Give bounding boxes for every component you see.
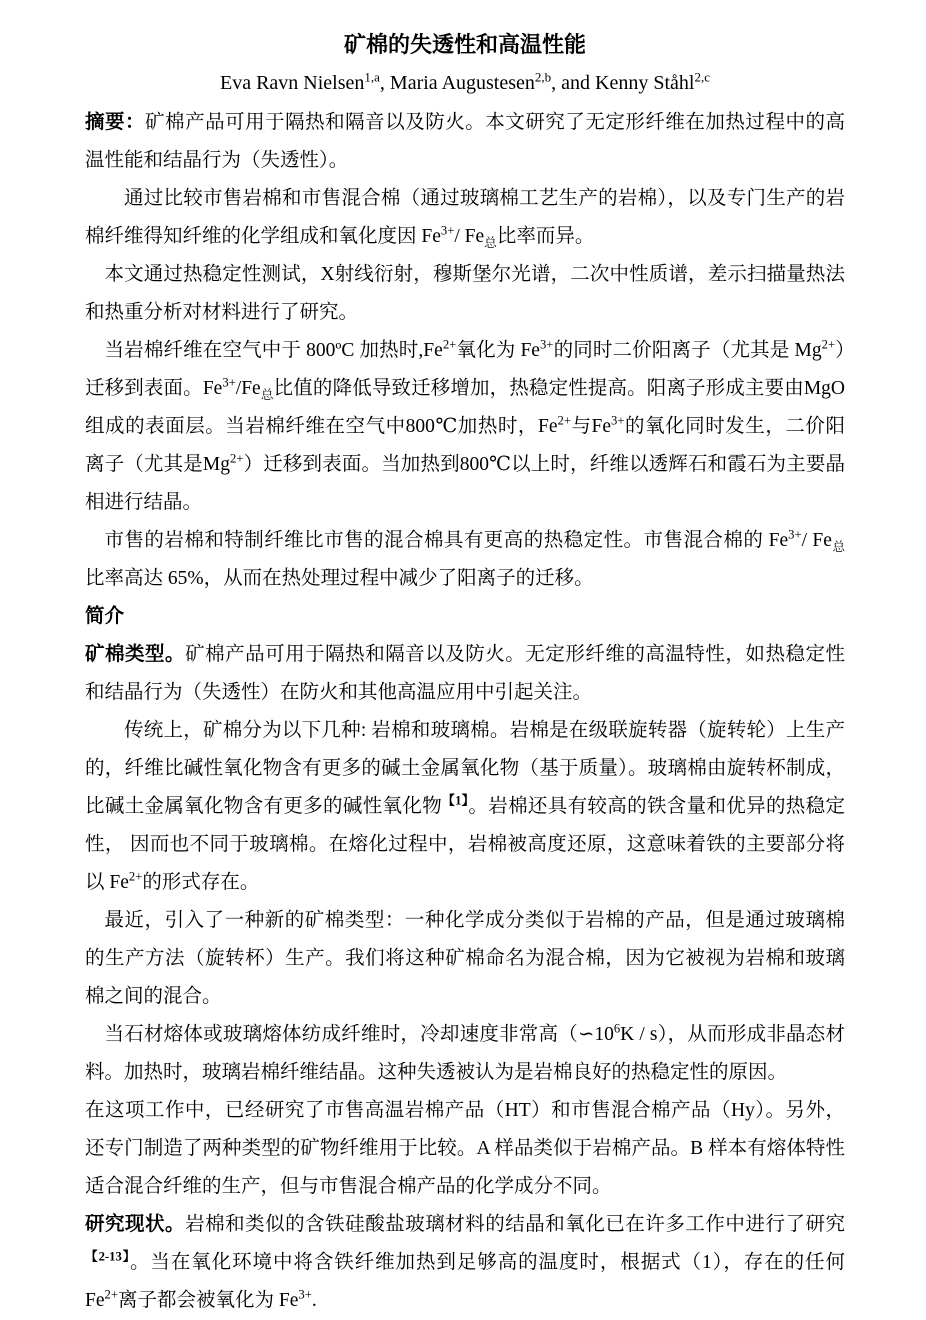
text-run: 2,b (534, 69, 552, 85)
text-run: 的形式存在。 (142, 872, 260, 893)
text-run: 比率高达 65%，从而在热处理过程中减少了阳离子的迁移。 (85, 568, 594, 589)
paragraph (85, 256, 845, 332)
text-run: 摘要： (85, 112, 146, 133)
text-run: 2+ (128, 869, 143, 884)
text-run: 总 (484, 235, 497, 250)
authors-line (85, 68, 845, 98)
text-run: 2+ (229, 451, 244, 466)
text-run: 3+ (539, 337, 554, 352)
text-run: 市售的岩棉和特制纤维比市售的混合棉具有更高的热稳定性。市售混合棉的 Fe (104, 530, 789, 551)
paragraph (85, 902, 845, 1016)
text-run: , Maria Augustesen (379, 72, 535, 94)
text-run: , and Kenny Ståhl (551, 72, 695, 94)
text-run: 的氧化同时发生，二价阳离子（尤其是Mg (85, 416, 845, 475)
text-run: Eva Ravn Nielsen (219, 72, 365, 94)
text-run: 与Fe (570, 416, 612, 437)
text-run: 简介 (85, 606, 125, 627)
text-run: 在这项工作中，已经研究了市售高温岩棉产品（HT）和市售混合棉产品（Hy）。另外， 还专门制造了两种类型的矿物纤维用于比较。A 样品类似于岩棉产品。B 样本有熔体特性适合混合纤维的生产，但与市售混合棉产品的化学成分不同。 (85, 1100, 845, 1197)
paragraph (85, 104, 845, 180)
text-run: 通过比较市售岩棉和市售混合棉（通过玻璃棉工艺生产的岩棉），以及专门生产的岩棉纤维得知纤维的化学组成和氧化度因 Fe (85, 188, 845, 247)
text-run: 当岩棉纤维在空气中于 800ºC 加热时,Fe (104, 340, 443, 361)
text-run: 【2-13】 (85, 1249, 130, 1264)
text-run: 本文通过热稳定性测试，X射线衍射，穆斯堡尔光谱，二次中性质谱，差示扫描量热法和热重分析对材料进行了研究。 (85, 264, 845, 323)
paragraph (85, 1206, 845, 1320)
paragraph (85, 712, 845, 902)
text-run: / Fe (801, 530, 832, 551)
text-run: 2+ (557, 413, 571, 428)
text-run: 3+ (611, 413, 625, 428)
text-run: 【1】 (442, 793, 469, 808)
text-run: 的同时二价阳离子（尤其是 Mg (553, 340, 822, 361)
text-run: 3+ (298, 1287, 312, 1302)
text-run: 离子都会被氧化为 Fe (117, 1290, 299, 1311)
text-run: 当石材熔体或玻璃熔体纺成纤维时，冷却速度非常高（∽10 (104, 1024, 614, 1045)
paragraph (85, 636, 845, 712)
text-run: 3+ (440, 223, 455, 238)
text-run: 3+ (222, 375, 236, 390)
text-run: 矿棉类型。 (85, 644, 186, 665)
text-run: 3+ (788, 527, 802, 542)
text-run: 2+ (104, 1287, 118, 1302)
document-title: 矿棉的失透性和高温性能 (343, 32, 586, 57)
text-run: 氧化为 Fe (456, 340, 540, 361)
text-run: ）迁移到表面。当加热到800℃以上时，纤维以透辉石和霞石为主要晶相进行结晶。 (85, 454, 845, 513)
document-body (85, 104, 845, 1320)
text-run: 研究现状。 (85, 1214, 186, 1235)
paragraph (85, 1092, 845, 1206)
paragraph (85, 180, 845, 256)
text-run: / Fe (454, 226, 485, 247)
text-run: ）迁移到表面。Fe (85, 340, 845, 399)
text-run: 矿棉产品可用于隔热和隔音以及防火。本文研究了无定形纤维在加热过程中的高温性能和结晶行为（失透性）。 (85, 112, 845, 171)
text-run: 最近，引入了一种新的矿棉类型：一种化学成分类似于岩棉的产品，但是通过玻璃棉的生产方法（旋转杯）生产。我们将这种矿棉命名为混合棉，因为它被视为岩棉和玻璃棉之间的混合。 (85, 910, 845, 1007)
text-run: 1,a (364, 69, 380, 85)
paragraph (85, 332, 845, 522)
text-run: 2+ (821, 337, 836, 352)
text-run: . (311, 1290, 317, 1311)
text-run: 传统上，矿棉分为以下几种: 岩棉和玻璃棉。岩棉是在级联旋转器（旋转轮）上生产的，纤维比碱性氧化物含有更多的碱土金属氧化物（基于质量）。玻璃棉由旋转杯制成，比碱土金属氧化物含有更多的碱性氧化物 (85, 720, 845, 817)
text-run: /Fe (235, 378, 261, 399)
text-run: 。岩棉还具有较高的铁含量和优异的热稳定性， 因而也不同于玻璃棉。在熔化过程中，岩棉被高度还原，这意味着铁的主要部分将以 Fe (85, 796, 845, 893)
text-run: 总 (831, 539, 845, 554)
text-run: 。当在氧化环境中将含铁纤维加热到足够高的温度时，根据式（1），存在的任何 Fe (85, 1252, 845, 1311)
text-run: 总 (260, 387, 274, 402)
section-heading (85, 598, 845, 636)
text-run: 矿棉产品可用于隔热和隔音以及防火。无定形纤维的高温特性，如热稳定性和结晶行为（失透性）在防火和其他高温应用中引起关注。 (85, 644, 845, 703)
text-run: 比值的降低导致迁移增加，热稳定性提高。阳离子形成主要由MgO 组成的表面层。当岩棉纤维在空气中800℃加热时，Fe (85, 378, 846, 437)
text-run: 岩棉和类似的含铁硅酸盐玻璃材料的结晶和氧化已在许多工作中进行了研究 (185, 1214, 845, 1235)
paragraph (85, 1016, 845, 1092)
text-run: 2+ (442, 337, 457, 352)
paragraph (85, 522, 845, 598)
text-run: 比率而异。 (496, 226, 595, 247)
text-run: 2,c (694, 69, 710, 85)
text-run: K / s），从而形成非晶态材料。加热时，玻璃岩棉纤维结晶。这种失透被认为是岩棉良好的热稳定性的原因。 (85, 1024, 846, 1083)
text-run: 6 (613, 1021, 621, 1036)
